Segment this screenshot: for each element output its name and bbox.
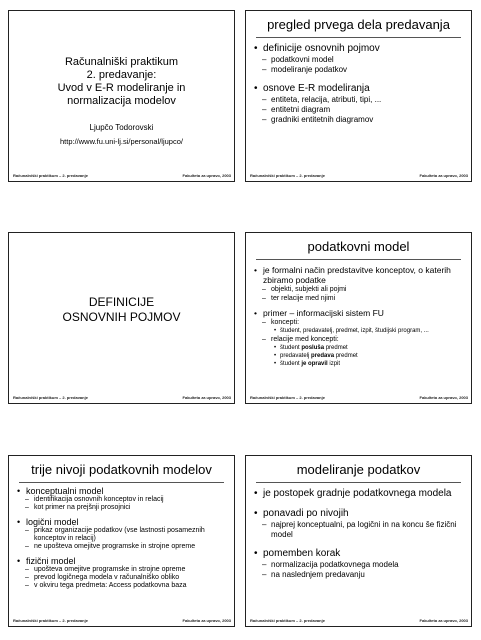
- footer-course: Računalniški praktikum – 2. predavanje: [13, 618, 88, 623]
- footer-course: Računalniški praktikum – 2. predavanje: [250, 173, 325, 178]
- slide-5: [8, 455, 235, 627]
- sub-item: – entiteta, relacija, atributi, tipi, ...: [262, 95, 382, 104]
- slide-1-line: 2. predavanje:: [86, 69, 157, 81]
- slide-4-body: [254, 265, 465, 368]
- slide-footer: [13, 172, 231, 179]
- bullet-item: • fizični model: [17, 556, 76, 566]
- sub-item: – modeliranje podatkov: [262, 65, 348, 74]
- footer-faculty: Fakulteta za upravo, 2003: [419, 173, 468, 178]
- slide-1: [8, 10, 235, 182]
- slide-4: [245, 232, 472, 404]
- footer-faculty: Fakulteta za upravo, 2003: [419, 395, 468, 400]
- sub-item: – najprej konceptualni, pa logični in na koncu še fizični model: [262, 520, 457, 539]
- sub-item: – entitetni diagram: [262, 105, 331, 114]
- title-divider: [19, 482, 224, 483]
- slide-1-author: Ljupčo Todorovski: [89, 123, 154, 132]
- footer-course: Računalniški praktikum – 2. predavanje: [13, 173, 88, 178]
- sub-item: – upošteva omejitve programske in strojne opreme: [25, 566, 186, 573]
- relation-item: • predavatelj predava predmet: [274, 353, 358, 359]
- slide-6: [245, 455, 472, 627]
- slide-footer: [250, 617, 468, 624]
- relation-item: • študent posluša predmet: [274, 345, 348, 351]
- sub-item: – normalizacija podatkovnega modela: [262, 560, 399, 569]
- slide-4-title: podatkovni model: [307, 239, 410, 254]
- title-divider: [256, 37, 461, 38]
- sub-sub-item: • študent, predavatelj, predmet, izpit, študijski program, ...: [274, 328, 429, 334]
- sub-item: – gradniki entitetnih diagramov: [262, 115, 374, 124]
- sub-item: – ne upošteva omejitve programske in strojne opreme: [25, 543, 196, 550]
- sub-item: – prikaz organizacije podatkov (vse lastnosti posameznih konceptov in relacij): [25, 527, 205, 542]
- relation-item: • študent je opravil izpit: [274, 361, 341, 367]
- footer-course: Računalniški praktikum – 2. predavanje: [250, 618, 325, 623]
- bullet-item: • logični model: [17, 517, 79, 527]
- bullet-item: • konceptualni model: [17, 486, 104, 496]
- slide-2: [245, 10, 472, 182]
- footer-faculty: Fakulteta za upravo, 2003: [419, 618, 468, 623]
- bullet-item: • je postopek gradnje podatkovnega modela: [254, 488, 452, 499]
- sub-item: – v okviru tega predmeta: Access podatkovna baza: [25, 582, 187, 589]
- slide-3-line: DEFINICIJE: [88, 295, 155, 309]
- slide-3: [8, 232, 235, 404]
- footer-course: Računalniški praktikum – 2. predavanje: [13, 395, 88, 400]
- sub-item: – identifikacija osnovnih konceptov in relacij: [25, 496, 164, 503]
- slide-1-line: Računalniški praktikum: [64, 56, 179, 68]
- slide-2-body: [254, 43, 465, 125]
- slide-1-line: Uvod v E-R modeliranje in: [57, 82, 186, 94]
- slide-footer: [13, 617, 231, 624]
- sub-item: – na naslednjem predavanju: [262, 570, 365, 579]
- slide-3-line: OSNOVNIH POJMOV: [62, 310, 181, 324]
- bullet-item: • je formalni način predstavitve konceptov, o katerih zbiramo podatke: [254, 265, 451, 285]
- sub-item: – kot primer na prejšnji prosojnici: [25, 504, 131, 511]
- slide-footer: [250, 394, 468, 401]
- slide-footer: [250, 172, 468, 179]
- sub-item: – relacije med koncepti:: [262, 336, 339, 343]
- slide-2-title: pregled prvega dela predavanja: [267, 17, 450, 32]
- slide-5-title: trije nivoji podatkovnih modelov: [31, 462, 212, 477]
- slide-6-body: [254, 488, 465, 580]
- sub-item: – objekti, subjekti ali pojmi: [262, 286, 347, 293]
- slide-6-title: modeliranje podatkov: [296, 462, 421, 477]
- title-divider: [256, 259, 461, 260]
- bullet-item: • osnove E-R modeliranja: [254, 83, 370, 94]
- bullet-item: • primer – informacijski sistem FU: [254, 308, 384, 318]
- slide-1-title-block: [9, 56, 234, 108]
- footer-faculty: Fakulteta za upravo, 2003: [182, 395, 231, 400]
- slide-1-url: http://www.fu.uni-lj.si/personal/ljupco/: [60, 137, 183, 146]
- sub-item: – ter relacije med njimi: [262, 295, 336, 302]
- slide-1-line: normalizacija modelov: [67, 95, 176, 107]
- sub-item: – podatkovni model: [262, 55, 334, 64]
- slide-3-heading: [9, 295, 234, 325]
- footer-course: Računalniški praktikum – 2. predavanje: [250, 395, 325, 400]
- bullet-item: • pomemben korak: [254, 548, 341, 559]
- sub-item: – prevod logičnega modela v računalniško obliko: [25, 574, 180, 581]
- slide-footer: [13, 394, 231, 401]
- sub-item: – koncepti:: [262, 319, 300, 326]
- slide-5-body: [17, 486, 228, 590]
- bullet-item: • ponavadi po nivojih: [254, 508, 349, 519]
- title-divider: [256, 482, 461, 483]
- footer-faculty: Fakulteta za upravo, 2003: [182, 173, 231, 178]
- footer-faculty: Fakulteta za upravo, 2003: [182, 618, 231, 623]
- bullet-item: • definicije osnovnih pojmov: [254, 43, 380, 54]
